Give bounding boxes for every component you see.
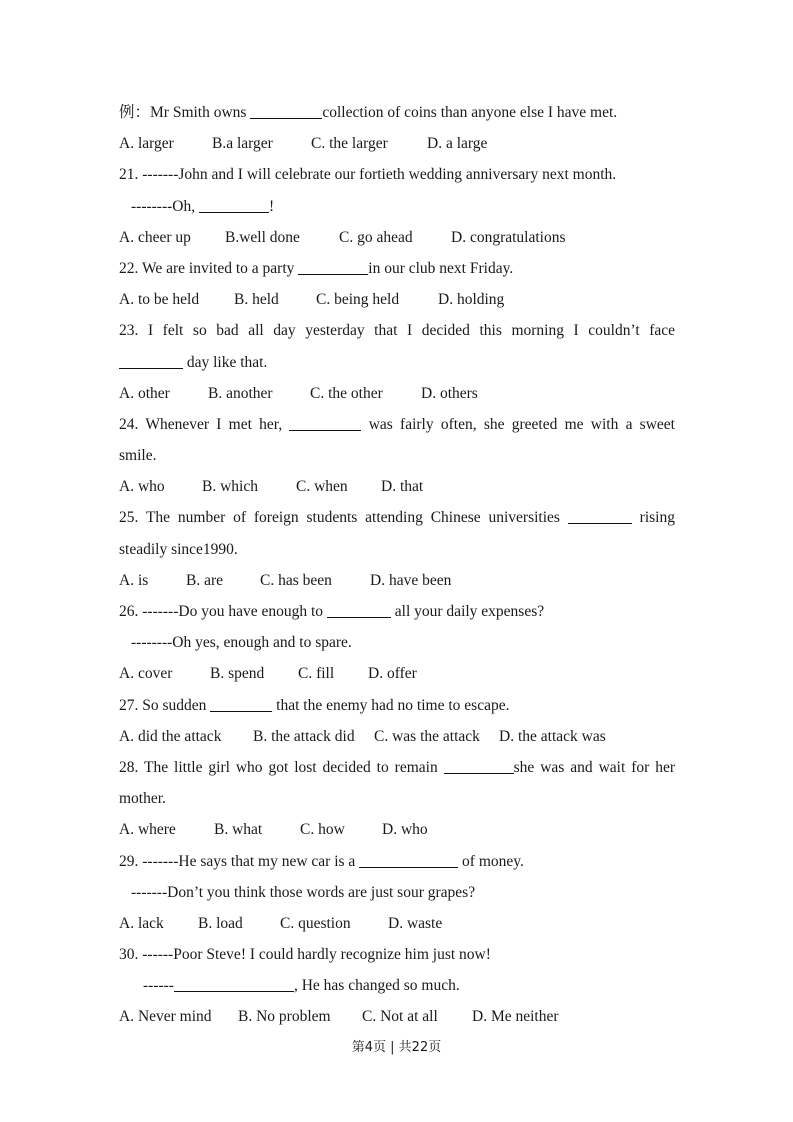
question-21-reply	[119, 191, 675, 222]
option-b: B. which	[202, 478, 258, 496]
question-text: of money.	[458, 852, 524, 870]
option-c: C. was the attack	[374, 727, 480, 745]
option-b: B. another	[208, 384, 273, 402]
option-a: A. Never mind	[119, 1008, 212, 1026]
option-a: A. to be held	[119, 291, 200, 309]
question-number: 25.	[119, 509, 139, 527]
answer-blank	[444, 757, 514, 774]
option-c: C. when	[296, 478, 348, 496]
question-29-stem	[119, 846, 675, 877]
option-b: B.a larger	[212, 135, 273, 153]
option-a: A. cover	[119, 665, 173, 683]
question-text: -------Do you have enough to	[142, 603, 327, 620]
question-text: that the enemy had no time to escape.	[272, 696, 510, 714]
question-text: steadily since1990.	[119, 540, 238, 558]
question-number: 29.	[119, 852, 139, 870]
question-text: I felt so bad all day yesterday that I decided this morning I couldn’t face	[147, 322, 675, 340]
question-25-stem-cont	[119, 534, 675, 565]
option-c: C. go ahead	[339, 228, 413, 246]
question-text: Whenever I met her,	[145, 415, 290, 433]
option-c: C. has been	[260, 571, 332, 589]
question-23-options	[119, 378, 675, 409]
question-text: !	[269, 197, 275, 215]
option-a: A. did the attack	[119, 727, 222, 745]
question-text: --------Oh,	[131, 197, 199, 215]
question-number: 21.	[119, 166, 139, 184]
option-d: D. that	[381, 478, 424, 496]
option-a: A. cheer up	[119, 228, 191, 246]
question-number: 28.	[119, 758, 139, 776]
question-26-reply	[119, 627, 675, 658]
answer-blank	[289, 414, 361, 431]
question-text: day like that.	[183, 353, 268, 371]
question-24-stem-cont	[119, 440, 675, 471]
question-25-stem	[119, 502, 675, 533]
option-c: C. the larger	[311, 135, 388, 153]
question-text: The little girl who got lost decided to remain	[144, 758, 444, 776]
option-d: D. a large	[427, 135, 488, 153]
example-prefix: 例：Mr Smith owns	[119, 104, 251, 121]
option-c: C. Not at all	[362, 1008, 438, 1026]
question-text: was fairly often, she greeted me with a sweet	[361, 415, 675, 433]
option-a: A. is	[119, 571, 149, 589]
question-text: The number of foreign students attending Chinese universities	[145, 509, 568, 527]
option-a: A. where	[119, 821, 176, 839]
question-30-reply	[119, 970, 675, 1001]
question-23-stem	[119, 315, 675, 346]
option-d: D. have been	[370, 571, 452, 589]
question-26-options	[119, 658, 675, 689]
question-text: she was and wait for her	[513, 758, 675, 776]
option-b: B. are	[186, 571, 224, 589]
option-d: D. holding	[438, 291, 505, 309]
option-c: C. question	[280, 914, 351, 932]
question-text: --------Oh yes, enough and to spare.	[131, 634, 352, 652]
answer-blank	[119, 352, 183, 369]
question-27-options	[119, 721, 675, 752]
question-25-options	[119, 565, 675, 596]
option-c: C. how	[300, 821, 345, 839]
option-b: B. the attack did	[253, 727, 355, 745]
option-b: B. spend	[210, 665, 265, 683]
question-28-stem	[119, 752, 675, 783]
answer-blank	[298, 258, 368, 275]
option-b: B. load	[198, 914, 243, 932]
question-21-stem	[119, 159, 675, 190]
exam-page	[119, 97, 675, 1033]
question-26-stem	[119, 596, 675, 627]
option-a: A. other	[119, 384, 170, 402]
question-text: -------John and I will celebrate our fortieth wedding anniversary next month.	[142, 166, 617, 184]
option-b: B. No problem	[238, 1008, 331, 1026]
answer-blank	[568, 508, 632, 525]
example-stem	[119, 97, 675, 128]
question-21-options	[119, 222, 675, 253]
question-text: So sudden	[142, 696, 211, 714]
option-d: D. Me neither	[472, 1008, 559, 1026]
example-suffix: collection of coins than anyone else I have met.	[322, 104, 618, 121]
question-number: 24.	[119, 415, 139, 433]
question-text: -------He says that my new car is a	[142, 852, 360, 870]
question-text: mother.	[119, 790, 166, 808]
question-number: 26.	[119, 603, 139, 620]
option-d: D. offer	[368, 665, 417, 683]
option-a: A. larger	[119, 135, 174, 153]
question-text: ------	[143, 977, 174, 995]
question-number: 30.	[119, 946, 139, 964]
question-22-options	[119, 284, 675, 315]
option-d: D. the attack was	[499, 727, 606, 745]
question-text: , He has changed so much.	[293, 977, 460, 995]
question-30-stem	[119, 939, 675, 970]
option-c: C. being held	[316, 291, 400, 309]
question-text: all your daily expenses?	[390, 603, 545, 620]
question-28-options	[119, 814, 675, 845]
answer-blank	[359, 851, 458, 868]
answer-blank	[327, 602, 391, 619]
option-d: D. who	[382, 821, 428, 839]
question-text: smile.	[119, 447, 157, 465]
example-options	[119, 128, 675, 159]
question-24-options	[119, 471, 675, 502]
question-text: -------Don’t you think those words are just sour grapes?	[131, 883, 476, 901]
option-b: B. held	[234, 291, 279, 309]
question-29-options	[119, 908, 675, 939]
question-number: 27.	[119, 696, 139, 714]
option-a: A. who	[119, 478, 165, 496]
question-text: We are invited to a party	[141, 259, 299, 277]
option-a: A. lack	[119, 914, 164, 932]
option-c: C. fill	[298, 665, 335, 683]
option-d: D. others	[421, 384, 478, 402]
option-d: D. waste	[388, 914, 443, 932]
option-b: B. what	[214, 821, 263, 839]
option-d: D. congratulations	[451, 228, 566, 246]
question-text: ------Poor Steve! I could hardly recognize him just now!	[142, 946, 491, 964]
question-text: rising	[631, 509, 675, 527]
answer-blank	[210, 695, 272, 712]
question-22-stem	[119, 253, 675, 284]
question-30-options	[119, 1001, 675, 1032]
question-text: in our club next Friday.	[368, 259, 514, 277]
question-29-reply	[119, 877, 675, 908]
question-28-stem-cont	[119, 783, 675, 814]
answer-blank	[199, 196, 269, 213]
option-b: B.well done	[225, 228, 300, 246]
answer-blank	[174, 976, 294, 993]
question-27-stem	[119, 690, 675, 721]
question-23-stem-cont	[119, 347, 675, 378]
page-footer: 第4页 | 共22页	[351, 1040, 442, 1055]
question-number: 22.	[119, 259, 139, 277]
question-24-stem	[119, 409, 675, 440]
option-c: C. the other	[310, 384, 383, 402]
question-number: 23.	[119, 322, 139, 340]
answer-blank	[250, 103, 322, 120]
